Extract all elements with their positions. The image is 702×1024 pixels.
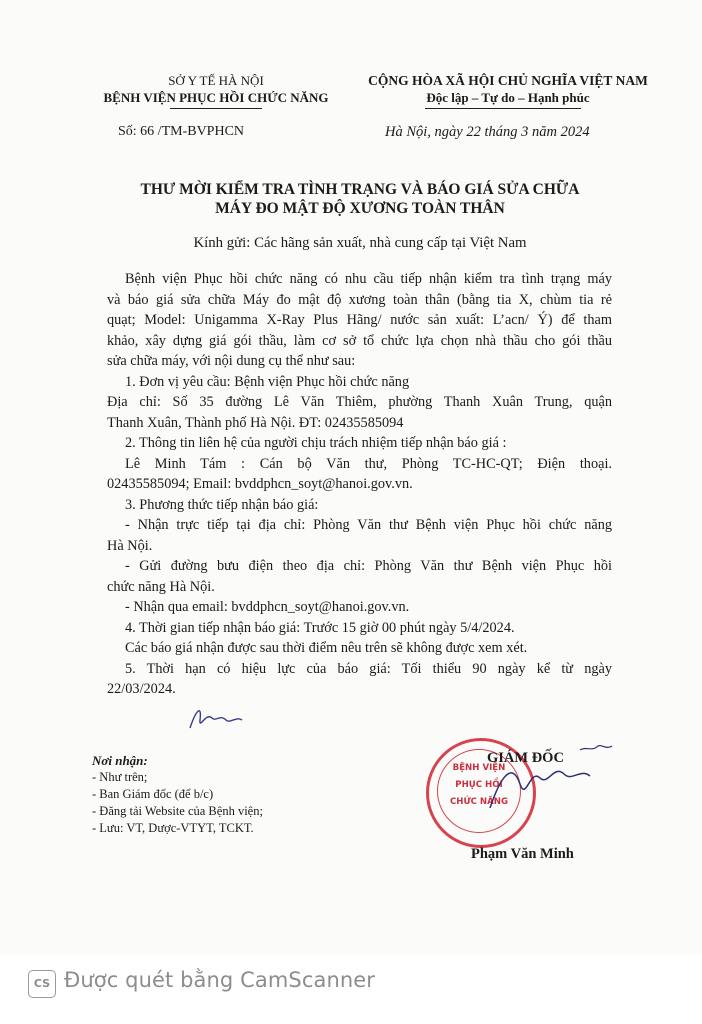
method-direct-cont: Hà Nội. [107,537,153,554]
address-line: Thanh Xuân, Thành phố Hà Nội. ĐT: 02435585094 [107,414,404,431]
method-post-cont: chức năng Hà Nội. [107,578,215,595]
national-motto-block [336,72,680,106]
stamp-text-1: BỆNH VIỆN [452,763,506,773]
intro-line: khảo, xây dựng giá gói thầu, làm cơ sở tổ chức lựa chọn nhà thầu cho gói thầu [107,332,612,349]
stamp-text-3: CHỨC NĂNG [449,797,509,807]
item-deadline: 4. Thời gian tiếp nhận báo giá: Trước 15 giờ 00 phút ngày 5/4/2024. [125,619,515,636]
intro-paragraph [107,269,612,700]
initial-mark-icon [186,700,246,734]
hospital-name: BỆNH VIỆN PHỤC HỒI CHỨC NĂNG [103,90,329,105]
recipients-block [92,752,332,837]
signatory-position: GIÁM ĐỐC [487,750,564,766]
item-requesting-unit: 1. Đơn vị yêu cầu: Bệnh viện Phục hồi chức năng [125,373,410,390]
method-email: - Nhận qua email: bvddphcn_soyt@hanoi.gov.vn. [125,599,410,615]
document-number: Số: 66 /TM-BVPHCN [118,124,245,139]
recipient-item: - Như trên; [92,770,148,784]
signatory-name: Phạm Văn Minh [471,846,574,862]
motto: Độc lập – Tự do – Hạnh phúc [426,90,590,105]
item-receiving-methods: 3. Phương thức tiếp nhận báo giá: [125,496,319,513]
header-right-rule [425,108,581,109]
header-left-rule [170,108,262,109]
handwritten-signature-icon [470,738,620,822]
camscanner-logo-icon: CS [28,970,56,998]
recipient-item: - Lưu: VT, Dược-VTYT, TCKT. [92,821,254,835]
recipient-item: - Ban Giám đốc (để b/c) [92,787,214,801]
intro-line: sửa chữa máy, với nội dung cụ thể như sau: [107,353,356,369]
intro-line: và báo giá sửa chữa Máy đo mật độ xương toàn thân (bằng tia X, chùm tia rẻ [107,291,612,308]
method-direct: - Nhận trực tiếp tại địa chỉ: Phòng Văn thư Bệnh viện Phục hồi chức năng [125,517,612,533]
address-line: Địa chỉ: Số 35 đường Lê Văn Thiêm, phường Thanh Xuân Trung, quận [107,394,612,410]
deadline-note: Các báo giá nhận được sau thời điểm nêu trên sẽ không được xem xét. [125,640,528,656]
camscanner-caption: Được quét bằng CamScanner [64,968,376,992]
intro-line: quạt; Model: Unigamma X-Ray Plus Hãng/ nước sản xuất: L’acn/ Ý) để tham [107,312,612,328]
agency-block [96,72,336,106]
document-title [40,180,680,218]
intro-line: Bệnh viện Phục hồi chức năng có nhu cầu tiếp nhận kiểm tra tình trạng máy [125,271,612,287]
item-validity: 5. Thời hạn có hiệu lực của báo giá: Tối thiểu 90 ngày kể từ ngày [125,660,612,677]
contact-line: Lê Minh Tám : Cán bộ Văn thư, Phòng TC-HC-QT; Điện thoại. [125,455,612,472]
agency-name: SỞ Y TẾ HÀ NỘI [168,73,264,88]
recipients-heading: Nơi nhận: [92,753,148,768]
contact-line: 02435585094; Email: bvddphcn_soyt@hanoi.gov.vn. [107,476,413,492]
title-line-2: MÁY ĐO MẬT ĐỘ XƯƠNG TOÀN THÂN [215,200,505,217]
recipient-line: Kính gửi: Các hãng sản xuất, nhà cung cấp tại Việt Nam [193,235,527,251]
item-contact: 2. Thông tin liên hệ của người chịu trách nhiệm tiếp nhận báo giá : [125,435,507,451]
stamp-text-2: PHỤC HỒI [455,780,503,790]
validity-date: 22/03/2024. [107,681,176,697]
recipient-item: - Đăng tải Website của Bệnh viện; [92,804,263,818]
method-post: - Gửi đường bưu điện theo địa chỉ: Phòng Văn thư Bệnh viện Phục hồi [125,558,612,574]
place-date: Hà Nội, ngày 22 tháng 3 năm 2024 [385,124,590,140]
title-line-1: THƯ MỜI KIỂM TRA TÌNH TRẠNG VÀ BÁO GIÁ SỬA CHỮA [140,181,580,198]
country-name: CỘNG HÒA XÃ HỘI CHỦ NGHĨA VIỆT NAM [368,73,648,88]
